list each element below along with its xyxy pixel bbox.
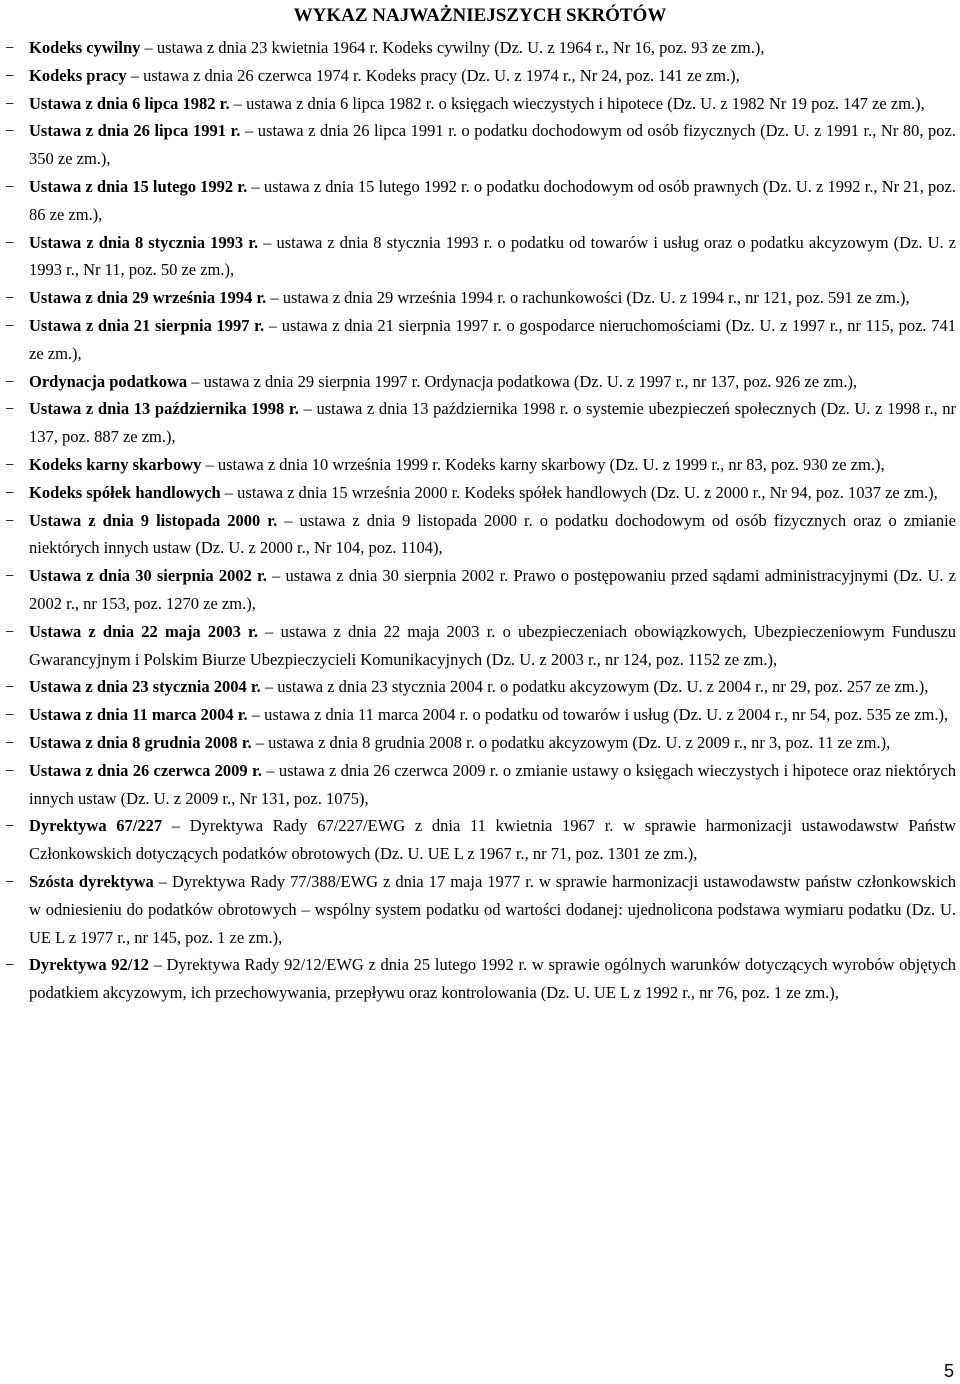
abbreviation-entry — [5, 729, 956, 757]
entry-description: ustawa z dnia 13 października 1998 r. o systemie ubezpieczeń społecznych (Dz. U. z 1998 r., nr 137, poz. 887 ze zm.), — [29, 399, 956, 447]
entry-name: Dyrektywa 92/12 — [29, 955, 149, 975]
entry-description: ustawa z dnia 15 września 2000 r. Kodeks spółek handlowych (Dz. U. z 2000 r., Nr 94, poz. 1037 ze zm.), — [237, 482, 938, 502]
entry-description: ustawa z dnia 30 sierpnia 2002 r. Prawo o postępowaniu przed sądami administracyjnymi (Dz. U. z 2002 r., nr 153, poz. 1270 ze zm.), — [29, 566, 956, 613]
abbreviation-entry — [5, 117, 956, 173]
entry-name: Ustawa z dnia 30 sierpnia 2002 r. — [29, 566, 267, 586]
entry-separator: – — [251, 732, 269, 752]
entry-name: Ustawa z dnia 21 sierpnia 1997 r. — [29, 315, 265, 335]
abbreviations-list — [0, 34, 956, 1007]
entry-description: ustawa z dnia 26 czerwca 1974 r. Kodeks pracy (Dz. U. z 1974 r., Nr 24, poz. 141 ze zm.), — [143, 65, 740, 85]
entry-separator: – — [266, 288, 283, 308]
entry-description: Dyrektywa Rady 92/12/EWG z dnia 25 lutego 1992 r. w sprawie ogólnych warunków dotyczących wyrobów objętych podatkiem akcyzowym, ich przechowywania, przepływu oraz kontrolowania (Dz. U. UE L z 1992 r., nr 76, poz. 1 ze zm.), — [29, 955, 957, 1003]
bullet-dash: − — [5, 399, 15, 419]
entry-name: Kodeks cywilny — [29, 38, 141, 57]
entry-separator: – — [277, 510, 300, 530]
entry-name: Ordynacja podatkowa — [29, 371, 188, 391]
entry-name: Ustawa z dnia 13 października 1998 r. — [29, 399, 299, 419]
entry-separator: – — [153, 871, 172, 891]
entry-separator: – — [260, 677, 278, 697]
bullet-dash: − — [5, 566, 15, 586]
bullet-dash: − — [5, 705, 15, 725]
bullet-dash: − — [5, 65, 15, 85]
entry-separator: – — [187, 371, 204, 391]
abbreviation-entry — [5, 812, 957, 868]
page-title: WYKAZ NAJWAŻNIEJSZYCH SKRÓTÓW — [293, 5, 667, 26]
entry-description: ustawa z dnia 6 lipca 1982 r. o księgach wieczystych i hipotece (Dz. U. z 1982 Nr 19 poz. 147 ze zm.), — [246, 93, 925, 113]
abbreviation-entry — [5, 757, 956, 813]
abbreviation-entry — [5, 62, 956, 90]
entry-name: Ustawa z dnia 8 grudnia 2008 r. — [29, 732, 252, 752]
entry-name: Ustawa z dnia 22 maja 2003 r. — [29, 621, 258, 641]
bullet-dash: − — [5, 232, 15, 252]
abbreviation-entry — [5, 34, 956, 62]
bullet-dash: − — [5, 955, 15, 975]
entry-description: ustawa z dnia 9 listopada 2000 r. o podatku dochodowym od osób fizycznych oraz o zmianie niektórych innych ustaw (Dz. U. z 2000 r., Nr 104, poz. 1104), — [29, 510, 956, 558]
page-number: 5 — [943, 1361, 954, 1381]
abbreviation-entry — [5, 951, 957, 1007]
entry-separator: – — [264, 315, 282, 335]
entry-description: ustawa z dnia 23 stycznia 2004 r. o podatku akcyzowym (Dz. U. z 2004 r., nr 29, poz. 257 ze zm.), — [277, 677, 929, 697]
entry-separator: – — [266, 566, 286, 586]
entry-name: Ustawa z dnia 15 lutego 1992 r. — [29, 176, 248, 196]
abbreviation-entry — [5, 507, 956, 563]
abbreviation-entry — [5, 562, 956, 618]
entry-separator: – — [140, 38, 157, 57]
entry-description: ustawa z dnia 8 grudnia 2008 r. o podatku akcyzowym (Dz. U. z 2009 r., nr 3, poz. 11 ze zm.), — [268, 732, 891, 752]
abbreviation-entry — [5, 284, 956, 312]
abbreviation-entry — [5, 229, 956, 285]
abbreviation-entry — [5, 368, 956, 396]
bullet-dash: − — [5, 621, 15, 641]
entry-name: Ustawa z dnia 29 września 1994 r. — [29, 288, 267, 308]
bullet-dash: − — [5, 760, 15, 780]
entry-name: Ustawa z dnia 6 lipca 1982 r. — [29, 93, 230, 113]
entry-name: Kodeks pracy — [29, 65, 127, 85]
entry-separator: – — [298, 399, 317, 419]
entry-separator: – — [258, 232, 277, 252]
entry-separator: – — [240, 121, 258, 141]
bullet-dash: − — [5, 871, 15, 891]
abbreviation-entry — [5, 673, 956, 701]
entry-description: ustawa z dnia 21 sierpnia 1997 r. o gospodarce nieruchomościami (Dz. U. z 1997 r., nr 115, poz. 741 ze zm.), — [29, 315, 956, 363]
bullet-dash: − — [5, 176, 15, 196]
entry-description: ustawa z dnia 26 lipca 1991 r. o podatku dochodowym od osób fizycznych (Dz. U. z 1991 r., Nr 80, poz. 350 ze zm.), — [29, 121, 956, 169]
entry-separator: – — [148, 955, 167, 975]
entry-name: Ustawa z dnia 9 listopada 2000 r. — [29, 510, 278, 530]
entry-separator: – — [162, 816, 190, 836]
entry-separator: – — [220, 482, 238, 502]
abbreviation-entry — [5, 479, 956, 507]
entry-name: Kodeks spółek handlowych — [29, 482, 221, 502]
entry-description: ustawa z dnia 29 sierpnia 1997 r. Ordynacja podatkowa (Dz. U. z 1997 r., nr 137, poz. 926 ze zm.), — [203, 371, 858, 391]
entry-name: Szósta dyrektywa — [29, 871, 154, 891]
entry-name: Ustawa z dnia 26 czerwca 2009 r. — [29, 760, 262, 780]
abbreviation-entry — [5, 90, 956, 118]
entry-description: ustawa z dnia 8 stycznia 1993 r. o podatku od towarów i usług oraz o podatku akcyzowym (Dz. U. z 1993 r., Nr 11, poz. 50 ze zm.), — [29, 232, 956, 280]
entry-name: Ustawa z dnia 11 marca 2004 r. — [29, 705, 248, 725]
entry-name: Kodeks karny skarbowy — [29, 454, 202, 474]
abbreviation-entry — [5, 173, 956, 229]
abbreviation-entry — [5, 868, 957, 951]
bullet-dash: − — [5, 482, 15, 502]
bullet-dash: − — [5, 38, 15, 57]
bullet-dash: − — [5, 454, 15, 474]
entry-separator: – — [257, 621, 281, 641]
entry-separator: – — [126, 65, 144, 85]
abbreviation-entry — [5, 395, 956, 451]
entry-separator: – — [261, 760, 279, 780]
entry-name: Ustawa z dnia 26 lipca 1991 r. — [29, 121, 241, 141]
entry-description: ustawa z dnia 29 września 1994 r. o rachunkowości (Dz. U. z 1994 r., nr 121, poz. 591 ze zm.), — [282, 288, 910, 308]
abbreviation-entry — [5, 618, 956, 674]
entry-description: ustawa z dnia 11 marca 2004 r. o podatku od towarów i usług (Dz. U. z 2004 r., nr 54, poz. 535 ze zm.), — [264, 705, 949, 725]
bullet-dash: − — [5, 816, 15, 836]
entry-separator: – — [247, 705, 265, 725]
bullet-dash: − — [5, 677, 15, 697]
entry-description: ustawa z dnia 10 września 1999 r. Kodeks karny skarbowy (Dz. U. z 1999 r., nr 83, poz. 930 ze zm.), — [217, 454, 885, 474]
bullet-dash: − — [5, 121, 15, 141]
entry-description: ustawa z dnia 26 czerwca 2009 r. o zmianie ustawy o księgach wieczystych i hipotece oraz niektórych innych ustaw (Dz. U. z 2009 r., Nr 131, poz. 1075), — [29, 760, 956, 808]
bullet-dash: − — [5, 510, 15, 530]
entry-description: ustawa z dnia 15 lutego 1992 r. o podatku dochodowym od osób prawnych (Dz. U. z 1992 r., Nr 21, poz. 86 ze zm.), — [29, 176, 956, 224]
entry-description: Dyrektywa Rady 67/227/EWG z dnia 11 kwietnia 1967 r. w sprawie harmonizacji ustawodawstw Państw Członkowskich dotyczących podatków obrotowych (Dz. U. UE L z 1967 r., nr 71, poz. 1301 ze zm.), — [29, 816, 957, 864]
entry-separator: – — [247, 176, 264, 196]
entry-name: Dyrektywa 67/227 — [29, 816, 163, 836]
entry-description: ustawa z dnia 23 kwietnia 1964 r. Kodeks cywilny (Dz. U. z 1964 r., Nr 16, poz. 93 ze zm.), — [156, 38, 765, 57]
bullet-dash: − — [5, 315, 15, 335]
entry-name: Ustawa z dnia 23 stycznia 2004 r. — [29, 677, 261, 697]
entry-separator: – — [229, 93, 247, 113]
entry-separator: – — [201, 454, 218, 474]
bullet-dash: − — [5, 732, 15, 752]
bullet-dash: − — [5, 288, 15, 308]
abbreviation-entry — [5, 312, 956, 368]
abbreviation-entry — [5, 701, 956, 729]
bullet-dash: − — [5, 371, 15, 391]
abbreviation-entry — [5, 451, 956, 479]
entry-description: Dyrektywa Rady 77/388/EWG z dnia 17 maja 1977 r. w sprawie harmonizacji ustawodawstw państw członkowskich w odniesieniu do podatków obrotowych – wspólny system podatku od wartości dodanej: ujednolicona podstawa wymiaru podatku (Dz. U. UE L z 1977 r., nr 145, poz. 1 ze zm.), — [29, 871, 957, 947]
entry-name: Ustawa z dnia 8 stycznia 1993 r. — [29, 232, 259, 252]
entry-description: ustawa z dnia 22 maja 2003 r. o ubezpieczeniach obowiązkowych, Ubezpieczeniowym Funduszu Gwarancyjnym i Polskim Biurze Ubezpieczycieli Komunikacyjnych (Dz. U. z 2003 r., nr 124, poz. 1152 ze zm.), — [29, 621, 956, 669]
bullet-dash: − — [5, 93, 15, 113]
